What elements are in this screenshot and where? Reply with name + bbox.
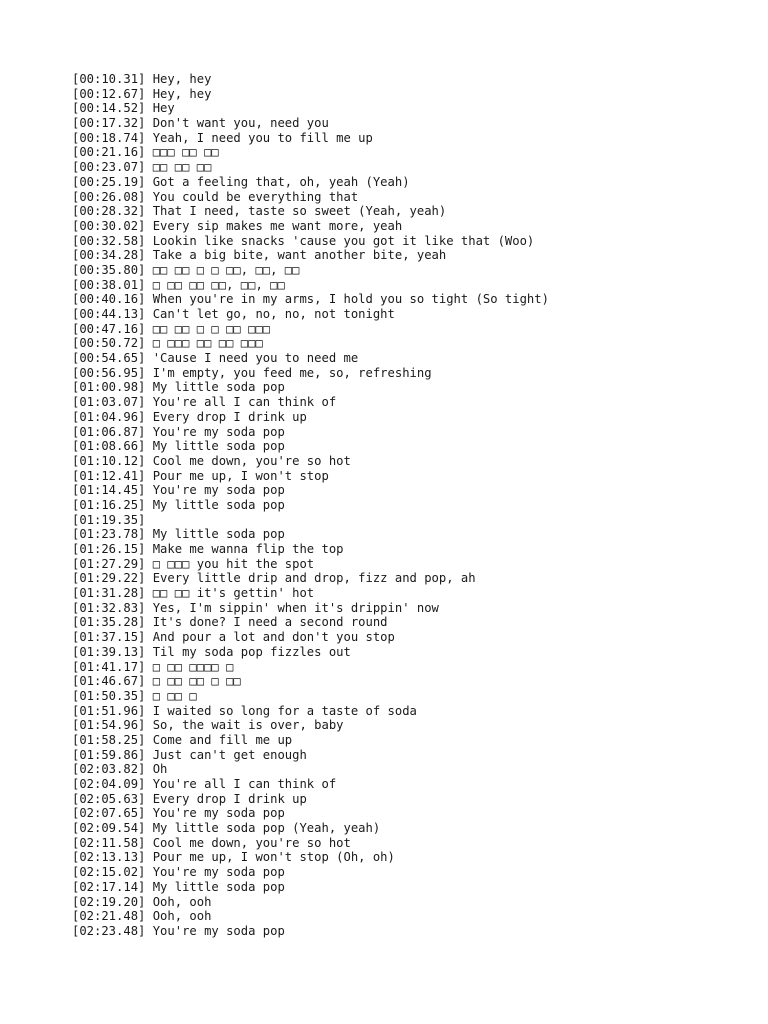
lyric-line [72,454,752,469]
lyric-timestamp: [00:14.52] [72,101,146,116]
lyric-text: I'm empty, you feed me, so, refreshing [152,365,432,380]
lyric-text: That I need, taste so sweet (Yeah, yeah) [152,204,447,219]
lyric-timestamp: [01:12.41] [72,468,146,483]
lyric-line [72,748,752,763]
lyric-timestamp: [00:44.13] [72,307,146,321]
lyric-timestamp: [02:23.48] [72,923,146,938]
lyric-text: You're my soda pop [152,483,285,498]
lyric-text: □□□ □□ □□ [152,145,219,160]
lyric-line [72,674,752,689]
lyric-line [72,777,752,792]
lyric-text: Every drop I drink up [152,409,307,424]
lyric-text: Just can't get enough [152,747,307,762]
lyric-timestamp: [01:41.17] [72,659,146,674]
lyric-line [72,72,752,87]
lyric-line [72,160,752,175]
lyric-timestamp: [01:35.28] [72,615,146,630]
lyric-text: You're my soda pop [152,923,285,938]
lyric-timestamp: [00:35.80] [72,262,146,277]
lyric-timestamp: [01:26.15] [72,542,146,556]
lyric-timestamp: [01:08.66] [72,439,146,454]
lyric-text: Yeah, I need you to fill me up [152,130,373,145]
lyric-text: Oh [152,762,168,777]
lyric-text: My little soda pop (Yeah, yeah) [152,821,381,836]
lyric-timestamp: [02:15.02] [72,865,146,880]
lyric-timestamp: [01:31.28] [72,586,146,601]
lyric-line [72,733,752,748]
lyric-text: When you're in my arms, I hold you so tight (So tight) [152,292,549,307]
lyric-line [72,234,752,249]
lyric-timestamp: [02:05.63] [72,791,146,806]
lyric-line [72,571,752,586]
lyric-text: I waited so long for a taste of soda [152,703,417,718]
lyric-text: You're all I can think of [152,395,337,410]
lyric-text: Every little drip and drop, fizz and pop, ah [152,571,476,586]
lyric-line [72,116,752,131]
lyric-text: □□ □□ it's gettin' hot [152,586,315,601]
lyric-timestamp: [01:58.25] [72,732,146,747]
lyric-timestamp: [01:32.83] [72,600,146,615]
lyric-timestamp: [01:39.13] [72,644,146,659]
lyric-text: □□ □□ □□ [152,160,212,175]
lyric-timestamp: [00:21.16] [72,145,146,160]
lyric-timestamp: [02:07.65] [72,806,146,821]
lyric-timestamp: [02:13.13] [72,850,146,865]
lyric-line [72,483,752,498]
lyric-timestamp: [00:38.01] [72,277,146,292]
lyric-line [72,792,752,807]
lyric-text: You're my soda pop [152,865,285,880]
lyric-timestamp: [01:16.25] [72,497,146,512]
lyric-line [72,895,752,910]
lyric-line [72,351,752,366]
lyric-line [72,806,752,821]
lyric-line [72,660,752,675]
lyric-timestamp: [01:04.96] [72,409,146,424]
lyric-line [72,278,752,293]
lyric-timestamp: [01:37.15] [72,630,146,645]
lyric-text: Don't want you, need you [152,116,329,131]
lyric-text: Come and fill me up [152,732,293,747]
lyric-line [72,645,752,660]
lyric-timestamp: [02:09.54] [72,821,146,836]
lyric-timestamp: [00:40.16] [72,292,146,307]
lyric-line [72,175,752,190]
lyric-timestamp: [00:10.31] [72,72,146,86]
lyric-text: Cool me down, you're so hot [152,835,351,850]
lyric-text: □ □□ □□ □□, □□, □□ [152,277,285,292]
lyric-timestamp: [02:17.14] [72,879,146,894]
lyric-line [72,87,752,102]
lyric-line [72,615,752,630]
lyric-line [72,498,752,513]
lyric-line [72,718,752,733]
lyric-timestamp: [01:54.96] [72,718,146,733]
lyric-timestamp: [01:23.78] [72,527,146,542]
lyric-text: Lookin like snacks 'cause you got it like that (Woo) [152,233,535,248]
lyric-timestamp: [01:06.87] [72,424,146,439]
lyric-text: Pour me up, I won't stop [152,468,329,483]
lyric-text: Take a big bite, want another bite, yeah [152,248,447,263]
lyric-line [72,248,752,263]
lyric-line [72,307,752,322]
lyric-text: Pour me up, I won't stop (Oh, oh) [152,850,395,865]
lyric-timestamp: [02:19.20] [72,894,146,909]
lyric-line [72,439,752,454]
lyric-text: Every sip makes me want more, yeah [152,218,403,233]
lyric-text: My little soda pop [152,879,285,894]
lyric-line [72,190,752,205]
lyric-line [72,924,752,939]
lyric-text: 'Cause I need you to need me [152,351,359,366]
lyric-line [72,263,752,278]
lyric-text: Can't let go, no, no, not tonight [152,307,395,321]
lyric-text: Hey, hey [152,72,212,86]
lyric-text: □ □□ □□□□ □ [152,659,234,674]
lyric-line [72,366,752,381]
lyric-line [72,762,752,777]
lyric-line [72,836,752,851]
lyric-timestamp: [01:46.67] [72,674,146,689]
lyric-timestamp: [01:10.12] [72,453,146,468]
lyric-timestamp: [00:23.07] [72,160,146,175]
lyric-timestamp: [01:03.07] [72,395,146,410]
lyric-line [72,542,752,557]
lyric-text: You're all I can think of [152,777,337,791]
lyric-timestamp: [00:47.16] [72,321,146,336]
lyric-text: My little soda pop [152,527,285,542]
lyric-timestamp: [00:56.95] [72,365,146,380]
lyric-line [72,425,752,440]
lyric-text: So, the wait is over, baby [152,718,344,733]
lyric-timestamp: [00:17.32] [72,116,146,131]
lyric-text: Every drop I drink up [152,791,307,806]
lyric-timestamp: [00:34.28] [72,248,146,263]
lyric-timestamp: [00:28.32] [72,204,146,219]
lyric-text: And pour a lot and don't you stop [152,630,395,645]
lyric-text: Got a feeling that, oh, yeah (Yeah) [152,174,410,189]
lyric-text: Ooh, ooh [152,894,212,909]
lyrics-list [72,72,752,939]
lyric-text: Hey, hey [152,86,212,101]
lyric-timestamp: [00:54.65] [72,351,146,366]
lyric-timestamp: [02:04.09] [72,777,146,791]
lyric-text: Yes, I'm sippin' when it's drippin' now [152,600,439,615]
lyric-text: Make me wanna flip the top [152,542,344,556]
lyric-line [72,821,752,836]
lyric-timestamp: [00:50.72] [72,336,146,351]
lyric-text: Til my soda pop fizzles out [152,644,351,659]
lyric-line [72,219,752,234]
lyrics-document [72,72,752,939]
lyric-timestamp: [01:59.86] [72,747,146,762]
lyric-timestamp: [01:50.35] [72,688,146,703]
lyric-text: Cool me down, you're so hot [152,453,351,468]
lyric-text: Ooh, ooh [152,909,212,924]
lyric-line [72,145,752,160]
lyric-text: You're my soda pop [152,424,285,439]
lyric-timestamp: [00:32.58] [72,233,146,248]
lyric-line [72,101,752,116]
lyric-text: You're my soda pop [152,806,285,821]
lyric-text: □ □□□ □□ □□ □□□ [152,336,263,351]
lyric-line [72,557,752,572]
lyric-timestamp: [02:03.82] [72,762,146,777]
lyric-text: You could be everything that [152,189,359,204]
lyric-line [72,322,752,337]
lyric-text: My little soda pop [152,439,285,454]
lyric-timestamp: [00:26.08] [72,189,146,204]
lyric-timestamp: [01:29.22] [72,571,146,586]
lyric-text: It's done? I need a second round [152,615,388,630]
lyric-line [72,527,752,542]
lyric-line [72,513,752,528]
lyric-timestamp: [00:30.02] [72,218,146,233]
lyric-text: □□ □□ □ □ □□, □□, □□ [152,262,300,277]
lyric-line [72,880,752,895]
lyric-timestamp: [01:27.29] [72,556,146,571]
lyric-timestamp: [02:21.48] [72,909,146,924]
lyric-timestamp: [00:12.67] [72,86,146,101]
lyric-timestamp: [01:14.45] [72,483,146,498]
lyric-line [72,336,752,351]
lyric-text: □□ □□ □ □ □□ □□□ [152,321,271,336]
lyric-timestamp: [01:00.98] [72,380,146,395]
lyric-text: My little soda pop [152,380,285,395]
lyric-text: My little soda pop [152,497,285,512]
lyric-text: □ □□ □ [152,688,197,703]
lyric-text: □ □□□ you hit the spot [152,556,315,571]
lyric-line [72,850,752,865]
lyric-line [72,865,752,880]
lyric-text: Hey [152,101,175,116]
lyric-line [72,469,752,484]
lyric-line [72,689,752,704]
lyric-line [72,395,752,410]
lyric-timestamp: [00:18.74] [72,130,146,145]
lyric-line [72,131,752,146]
lyric-line [72,601,752,616]
lyric-line [72,410,752,425]
lyric-line [72,909,752,924]
lyric-line [72,292,752,307]
lyric-text: □ □□ □□ □ □□ [152,674,241,689]
lyric-timestamp: [01:51.96] [72,703,146,718]
lyric-timestamp: [00:25.19] [72,174,146,189]
lyric-line [72,704,752,719]
lyric-line [72,586,752,601]
lyric-line [72,630,752,645]
lyric-line [72,380,752,395]
lyric-line [72,204,752,219]
lyric-timestamp: [02:11.58] [72,835,146,850]
lyric-timestamp: [01:19.35] [72,512,146,527]
